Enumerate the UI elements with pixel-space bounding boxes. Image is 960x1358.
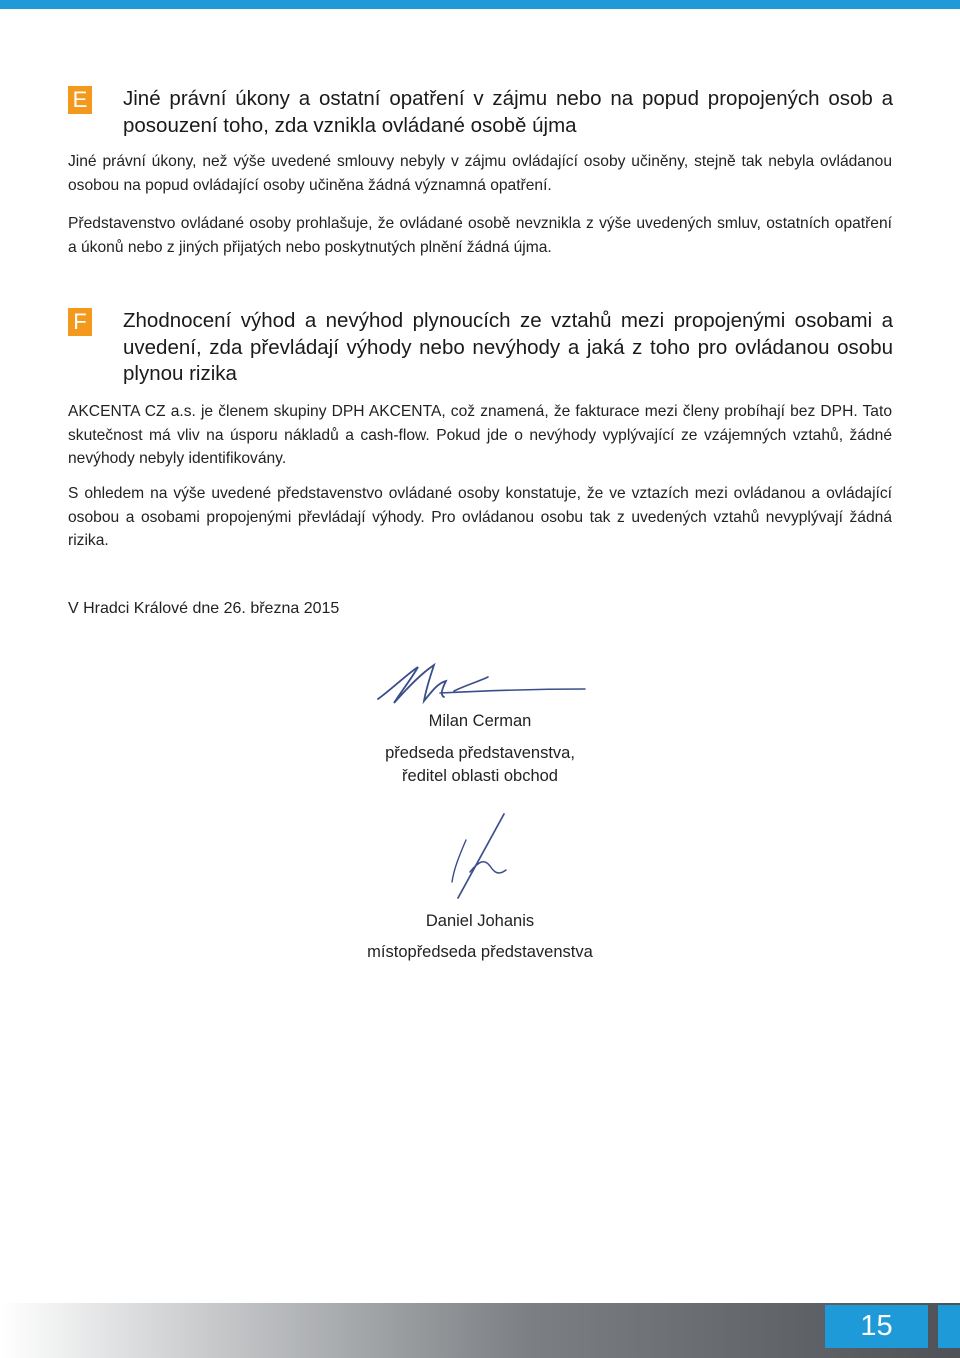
page-number: 15 (825, 1305, 928, 1348)
signature-milan-cerman (370, 655, 590, 710)
section-f-paragraph-2: S ohledem na výše uvedené představenstvo ovládané osoby konstatuje, že ve vztazích mezi ovládanou a ovládající osobou a osobami propojenými převládají výhody. Pro ovládanou osobu tak z uvedených vztahů nevyplývají žádná rizika. (68, 485, 892, 549)
date-line: V Hradci Králové dne 26. března 2015 (68, 600, 340, 617)
signatory-2-name: Daniel Johanis (425, 912, 535, 930)
section-e-paragraph-2: Představenstvo ovládané osoby prohlašuje, že ovládané osobě nevznikla z výše uvedených smluv, ostatních opatření a úkonů nebo z jiných přijatých nebo poskytnutých plnění žádná újma. (68, 215, 892, 256)
signatory-2-role: místopředseda představenstva (367, 943, 593, 961)
section-e-paragraph-1: Jiné právní úkony, než výše uvedené smlouvy nebyly v zájmu ovládající osoby učiněny, stejně tak nebyla ovládanou osobou na popud ovládající osoby učiněna žádná významná opatření. (68, 153, 892, 194)
section-f-badge: F (68, 308, 92, 336)
top-accent-bar (0, 0, 960, 9)
section-f-paragraph-1: AKCENTA CZ a.s. je členem skupiny DPH AKCENTA, což znamená, že fakturace mezi členy probíhají bez DPH. Tato skutečnost má vliv na úsporu nákladů a cash-flow. Pokud jde o nevýhody vyplývající ze vzájemných vztahů, žádné nevýhody nebyly identifikovány. (68, 403, 892, 467)
section-e-badge: E (68, 86, 92, 114)
signatory-1-name: Milan Cerman (428, 712, 532, 730)
section-e-heading: Jiné právní úkony a ostatní opatření v zájmu nebo na popud propojených osob a posouzení toho, zda vznikla ovládané osobě újma (123, 87, 893, 137)
signature-daniel-johanis (440, 810, 520, 905)
section-f-heading: Zhodnocení výhod a nevýhod plynoucích ze vztahů mezi propojenými osobami a uvedení, zda převládají výhody nebo nevýhody a jaká z toho pro ovládanou osobu plynou rizika (123, 309, 893, 385)
footer-corner-strip (938, 1305, 960, 1348)
signatory-1-role-2: ředitel oblasti obchod (402, 767, 558, 785)
footer-bar (0, 1303, 960, 1358)
signatory-1-role: předseda představenstva, (385, 744, 575, 762)
